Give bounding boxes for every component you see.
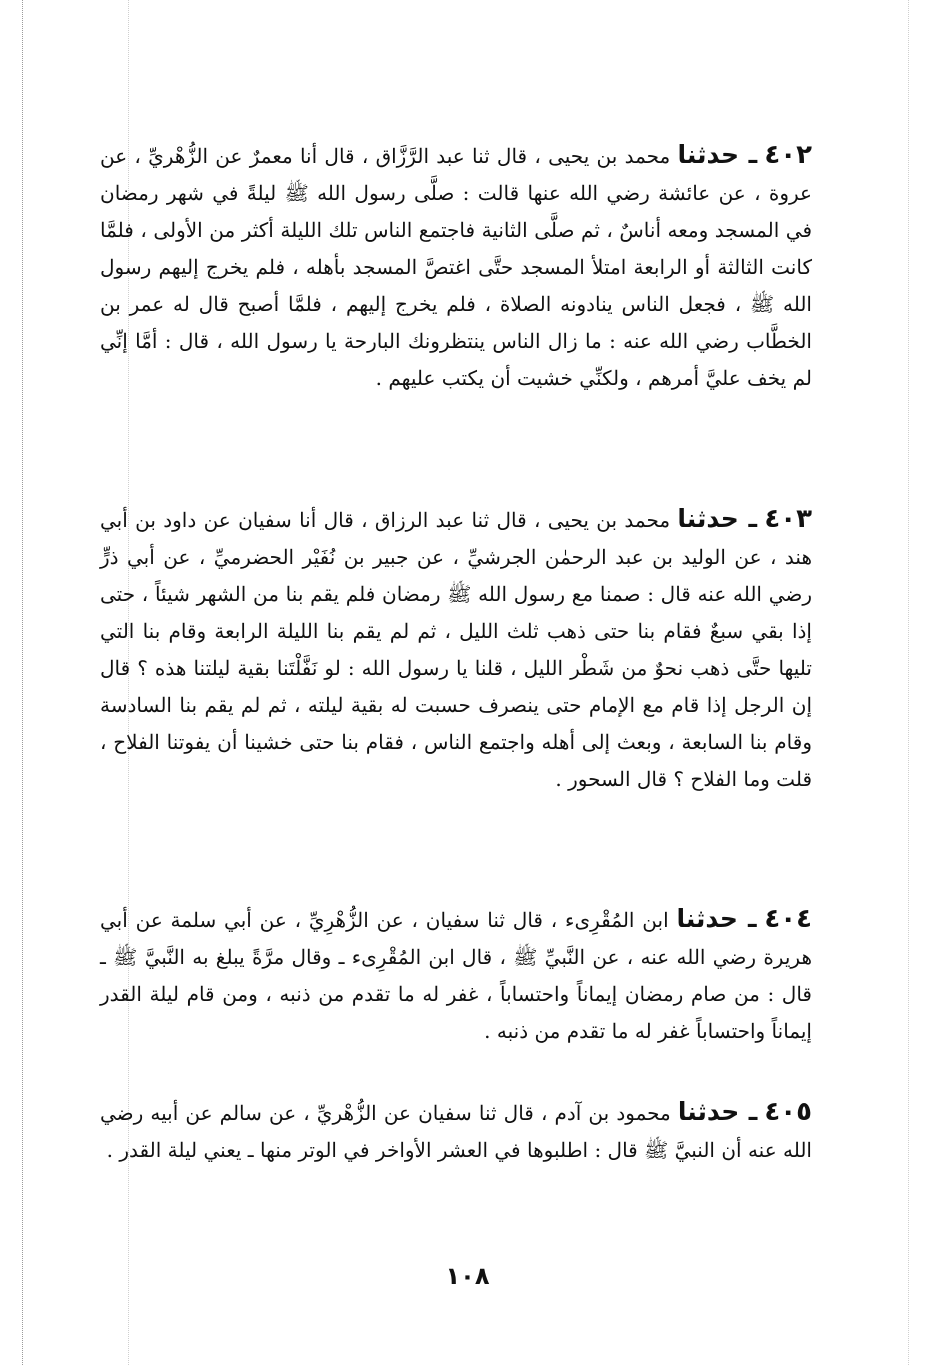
hadith-dash: ـ [739, 1097, 758, 1126]
scan-guide-line [908, 0, 909, 1365]
hadith-keyword: حدثنا [677, 504, 739, 533]
hadith-keyword: حدثنا [677, 1097, 740, 1126]
hadith-text: محمد بن يحيى ، قال ثنا عبد الرزاق ، قال أنا سفيان عن داود بن أبي هند ، عن الوليد بن عبد الرحمٰن الجرشيِّ ، عن جبير بن نُفَيْر الحضرميِّ ، عن أبي ذرٍّ رضي الله عنه قال : صمنا مع رسول الله ﷺ رمضان فلم يقم بنا من الشهر شيئاً ، حتى إذا بقي سبعٌ فقام بنا حتى ذهب ثلث الليل ، ثم لم يقم بنا الليلة الرابعة وقام بنا التي تليها حتَّى ذهب نحوٌ من شَطْر الليل ، قلنا يا رسول الله : لو نَفَّلْتَنا بقية ليلتنا هذه ؟ قال إن الرجل إذا قام مع الإمام حتى ينصرف حسبت له بقية ليلته ، ثم لم يقم بنا السادسة وقام بنا السابعة ، وبعث إلى أهله واجتمع الناس ، فقام بنا حتى خشينا أن يفوتنا الفلاح ، قلت وما الفلاح ؟ قال السحور . [100, 508, 812, 791]
hadith-405 [100, 1093, 812, 1169]
hadith-403 [100, 500, 812, 798]
scan-edge-line [22, 0, 23, 1365]
hadith-dash: ـ [737, 904, 757, 933]
hadith-number: ٤٠٥ [764, 1097, 813, 1127]
page-number: ١٠٨ [445, 1262, 490, 1290]
hadith-keyword: حدثنا [677, 140, 739, 169]
hadith-text: محمود بن آدم ، قال ثنا سفيان عن الزُّهْريِّ ، عن سالم عن أبيه رضي الله عنه أن النبيَّ ﷺ قال : اطلبوها في العشر الأواخر في الوتر منها ـ يعني ليلة القدر . [100, 1101, 812, 1162]
hadith-404 [100, 900, 812, 1050]
hadith-keyword: ـ [738, 140, 758, 169]
hadith-number: ٤٠٢ [764, 140, 813, 170]
hadith-text: ابن المُقْرِىء ، قال ثنا سفيان ، عن الزُّهْرِيِّ ، عن أبي سلمة عن أبي هريرة رضي الله عنه ، عن النَّبيِّ ﷺ ، قال ابن المُقْرِىء ـ وقال مرَّةً يبلغ به النَّبيَّ ﷺ ـ قال : من صام رمضان إيماناً واحتساباً ، غفر له ما تقدم من ذنبه ، ومن قام ليلة القدر إيماناً واحتساباً غفر له ما تقدم من ذنبه . [100, 908, 812, 1043]
hadith-keyword: حدثنا [676, 904, 738, 933]
hadith-number: ٤٠٣ [764, 504, 812, 534]
hadith-number: ٤٠٤ [764, 904, 813, 934]
hadith-text: محمد بن يحيى ، قال ثنا عبد الرَّزَّاق ، قال أنا معمرٌ عن الزُّهْريِّ ، عن عروة ، عن عائشة رضي الله عنها قالت : صلَّى رسول الله ﷺ ليلةً في شهر رمضان في المسجد ومعه أناسٌ ، ثم صلَّى الثانية فاجتمع الناس تلك الليلة أكثر من الأولى ، فلمَّا كانت الثالثة أو الرابعة امتلأ المسجد حتَّى اغتصَّ المسجد بأهله ، فلم يخرج إليهم رسول الله ﷺ ، فجعل الناس ينادونه الصلاة ، فلم يخرج إليهم ، فلمَّا أصبح قال له عمر بن الخطَّاب رضي الله عنه : ما زال الناس ينتظرونك البارحة يا رسول الله ، قال : أمَّا إنِّي لم يخف عليَّ أمرهم ، ولكنِّي خشيت أن يكتب عليهم . [100, 144, 812, 390]
hadith-402 [100, 136, 812, 397]
hadith-dash: ـ [738, 504, 758, 533]
